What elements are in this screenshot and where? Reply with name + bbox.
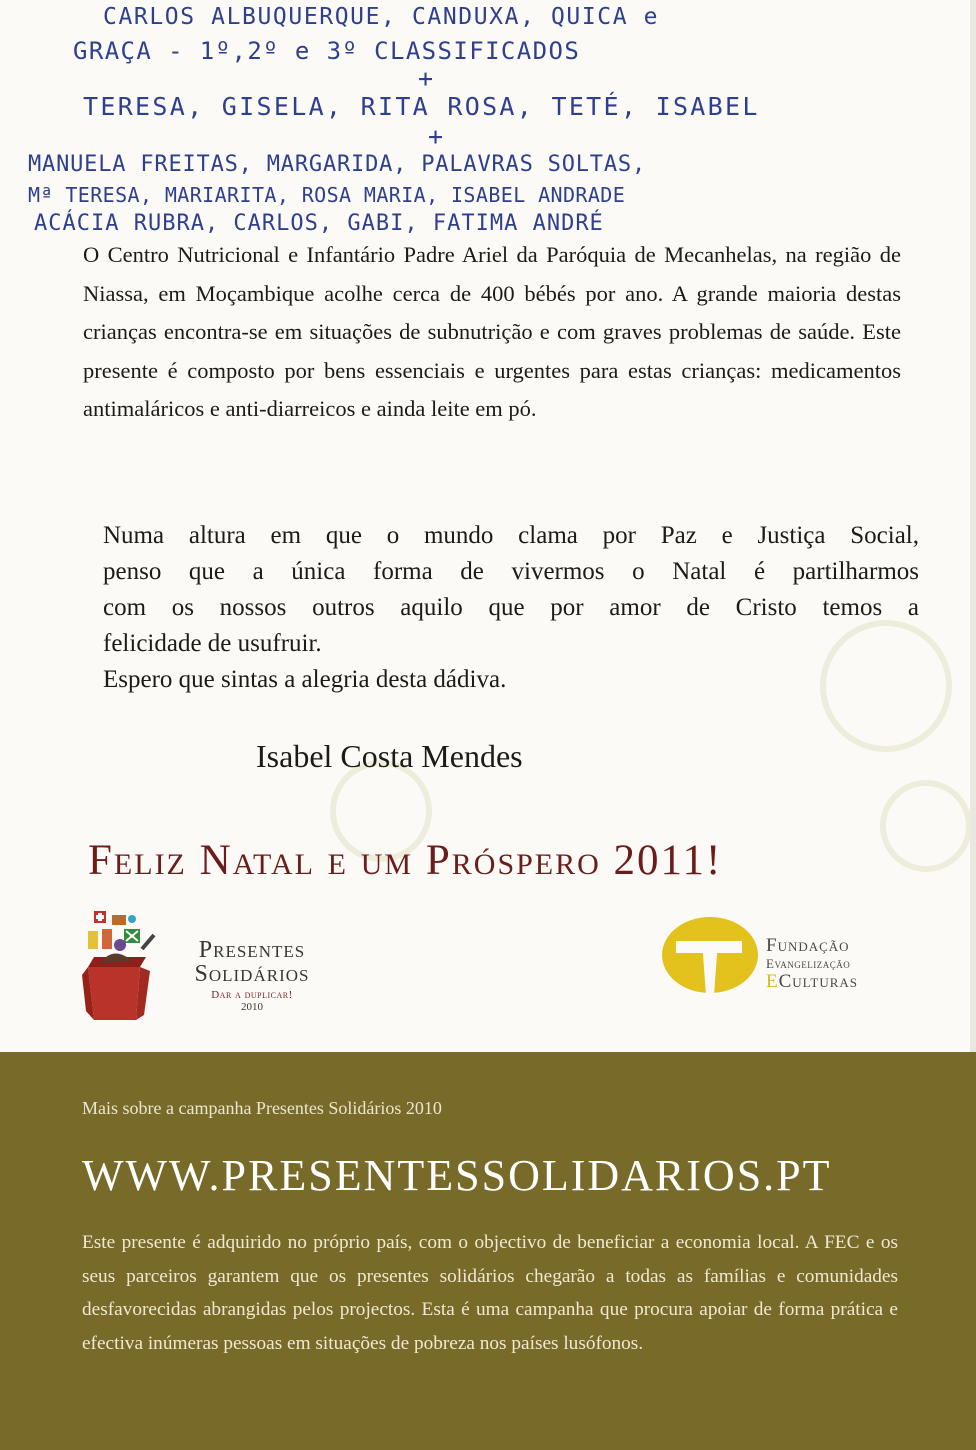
fec-wordmark — [766, 936, 858, 992]
campaign-description: Este presente é adquirido no próprio país, com o objectivo de beneficiar a economia local. A FEC e os seus parceiros garantem que os presentes solidários chegarão a todas as famílias e comunidades desfavorecidas abrangidas pelos projectos. Esta é uma campanha que procura apoiar de forma prática e efectiva inúmeras pessoas em situações de pobreza nos países lusófonos. — [82, 1232, 898, 1354]
logo-year: 2010 — [241, 1001, 263, 1013]
handwritten-line: GRAÇA - 1º,2º e 3º CLASSIFICADOS — [73, 37, 581, 65]
logo-line — [766, 972, 858, 992]
message-line: Numa altura em que o mundo clama por Paz e Justiça Social, — [103, 522, 919, 549]
signature-name: Isabel Costa Mendes — [256, 738, 523, 774]
description-paragraph: O Centro Nutricional e Infantário Padre Ariel da Paróquia de Mecanhelas, na região de Niassa, em Moçambique acolhe cerca de 400 bébés por ano. A grande maioria destas crianças encontra-se em situações de subnutrição e com graves problemas de saúde. Este presente é composto por bens essenciais e urgentes para estas crianças: medicamentos antimaláricos e anti-diarreicos e ainda leite em pó. — [83, 242, 901, 421]
handwritten-line: MANUELA FREITAS, MARGARIDA, PALAVRAS SOLTAS, — [28, 152, 646, 177]
logo-tagline: Dar a duplicar! — [211, 989, 293, 1001]
message-line: com os nossos outros aquilo que por amor de Cristo temos a — [103, 594, 919, 621]
logo-initial: E — [766, 971, 779, 992]
handwritten-line: CARLOS ALBUQUERQUE, CANDUXA, QUICA e — [103, 4, 660, 30]
handwritten-line: TERESA, GISELA, RITA ROSA, TETÉ, ISABEL — [83, 92, 760, 121]
footer-band — [0, 1052, 976, 1450]
logo-line: Presentes — [198, 937, 306, 963]
logo-line: Solidários — [194, 961, 310, 987]
handwritten-line: + — [418, 64, 436, 93]
presentes-solidarios-wordmark — [172, 938, 332, 1013]
supplies-icon — [88, 911, 154, 951]
gift-box-icon — [82, 953, 150, 1020]
message-line: penso que a única forma de vivermos o Natal é partilharmos — [103, 558, 919, 585]
campaign-website-link[interactable]: WWW.PRESENTESSOLIDARIOS.PT — [82, 1151, 832, 1200]
handwritten-note — [28, 0, 963, 238]
handwritten-line: ACÁCIA RUBRA, CARLOS, GABI, FATIMA ANDRÉ — [34, 211, 604, 236]
message-line: felicidade de usufruir. — [103, 630, 322, 657]
logo-line: Fundação — [766, 935, 850, 956]
logo-word: Culturas — [778, 971, 859, 992]
handwritten-line: + — [428, 122, 446, 151]
handwritten-line: Mª TERESA, MARIARITA, ROSA MARIA, ISABEL ANDRADE — [28, 183, 626, 207]
fec-logo-icon — [660, 915, 760, 995]
christmas-greeting: Feliz Natal e um Próspero 2011! — [88, 837, 723, 884]
logo-line: Evangelização — [766, 956, 851, 971]
message-line: Espero que sintas a alegria desta dádiva. — [103, 666, 507, 693]
message-paragraph — [103, 518, 919, 698]
campaign-intro: Mais sobre a campanha Presentes Solidários 2010 — [82, 1098, 442, 1118]
